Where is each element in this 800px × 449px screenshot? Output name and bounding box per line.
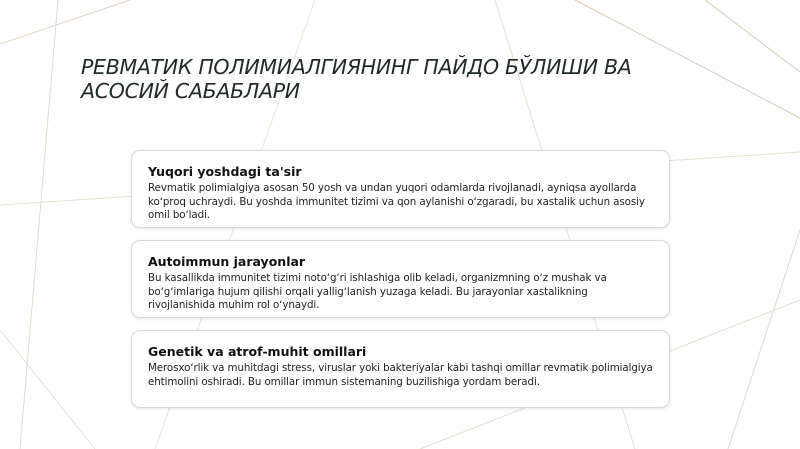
decor-line xyxy=(20,0,58,449)
card-text: Merosxoʻrlik va muhitdagi stress, viruslar yoki bakteriyalar kabi tashqi omillar revmatik polimialgiya ehtimolini oshiradi. Bu omillar immun sistemaning buzilishiga yordam beradi. xyxy=(148,362,653,388)
decor-line xyxy=(0,330,95,449)
card-heading: Autoimmun jarayonlar xyxy=(148,254,306,269)
reason-card-age xyxy=(131,150,670,228)
card-text: Revmatik polimialgiya asosan 50 yosh va undan yuqori odamlarda rivojlanadi, ayniqsa ayollarda koʻproq uchraydi. Bu yoshda immunitet tizimi va qon aylanishi oʻzgaradi, bu xastalik uchun asosiy omil boʻladi. xyxy=(148,182,645,221)
decor-line xyxy=(728,230,800,449)
decor-line xyxy=(0,0,130,44)
card-text: Bu kasallikda immunitet tizimi notoʻgʻri ishlashiga olib keladi, organizmning oʻz mushak va boʻgʻimlariga hujum qilishi orqali yalligʻlanish yuzaga keladi. Bu jarayonlar xastalikning rivojlanishida muhim rol oʻynaydi. xyxy=(148,272,607,311)
reason-card-autoimmune xyxy=(131,240,670,318)
slide-title: РЕВМАТИК ПОЛИМИАЛГИЯНИНГ ПАЙДО БЎЛИШИ ВА АСОСИЙ САБАБЛАРИ xyxy=(81,55,632,103)
reason-card-genetic xyxy=(131,330,670,408)
card-heading: Genetik va atrof-muhit omillari xyxy=(148,344,367,359)
card-heading: Yuqori yoshdagi ta'sir xyxy=(148,164,302,179)
